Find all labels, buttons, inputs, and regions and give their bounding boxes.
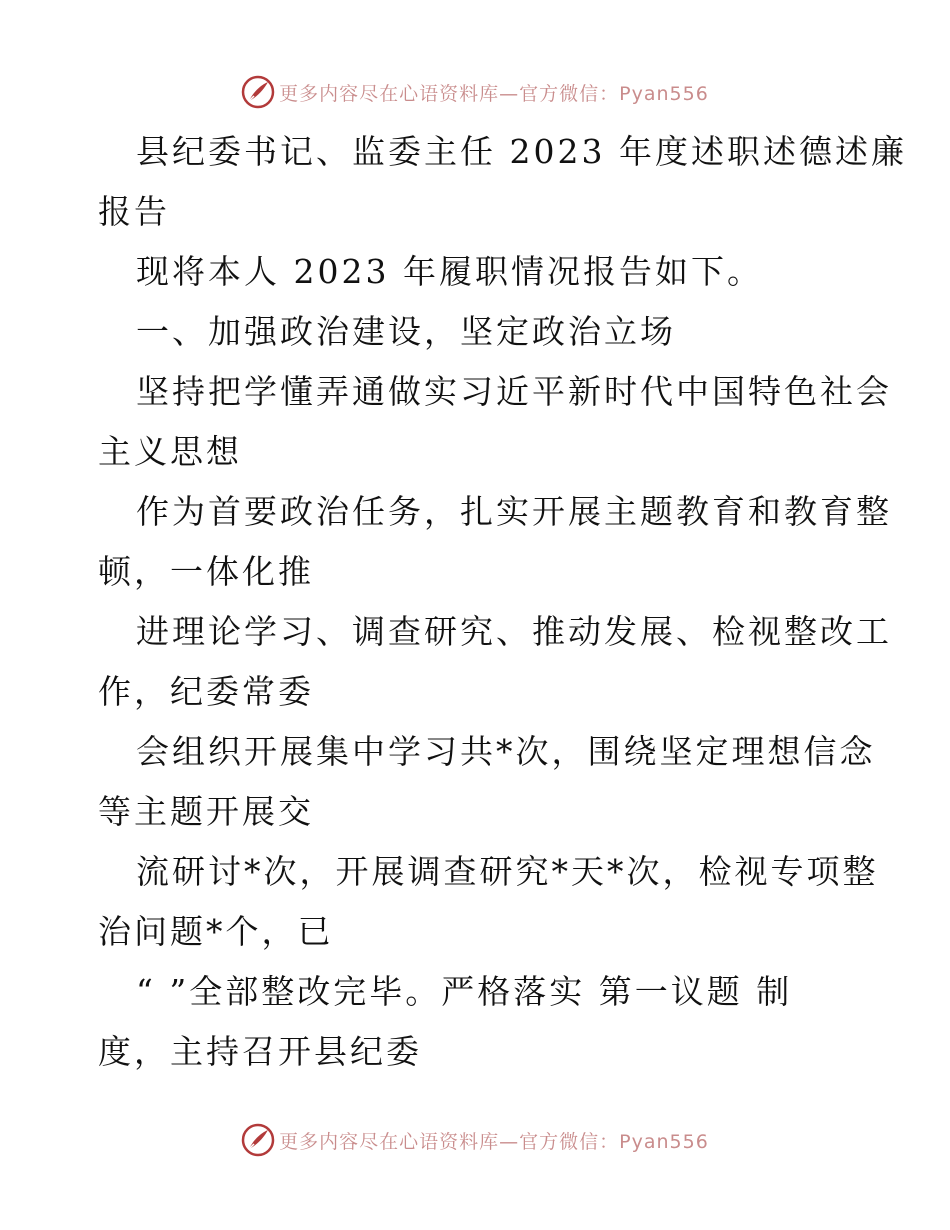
text-line: 坚持把学懂弄通做实习近平新时代中国特色社会 (136, 372, 892, 411)
text-line: 治问题*个，已 (98, 912, 334, 951)
text-line: 顿，一体化推 (98, 552, 314, 591)
text-line: 现将本人 2023 年履职情况报告如下。 (136, 252, 763, 291)
quill-logo-icon (241, 75, 275, 109)
text-line: 度，主持召开县纪委 (98, 1032, 422, 1071)
watermark-text: 更多内容尽在心语资料库—官方微信：Pyan556 (279, 82, 709, 105)
text-line: 一、加强政治建设，坚定政治立场 (136, 312, 676, 351)
text-line: 进理论学习、调查研究、推动发展、检视整改工 (136, 612, 892, 651)
text-line: 流研讨*次，开展调查研究*天*次，检视专项整 (136, 852, 879, 891)
watermark-text: 更多内容尽在心语资料库—官方微信：Pyan556 (279, 1130, 709, 1153)
text-line: 县纪委书记、监委主任 2023 年度述职述德述廉 (136, 132, 907, 171)
header-watermark (0, 72, 950, 112)
text-line: 作为首要政治任务，扎实开展主题教育和教育整 (136, 492, 892, 531)
text-line: 作，纪委常委 (98, 672, 314, 711)
text-line: 等主题开展交 (98, 792, 314, 831)
text-line: 会组织开展集中学习共*次，围绕坚定理想信念 (136, 732, 876, 771)
footer-watermark (0, 1120, 950, 1160)
text-line: 报告 (98, 192, 170, 231)
quill-logo-icon (241, 1123, 275, 1157)
text-line: “ ”全部整改完毕。严格落实 第一议题 制 (136, 972, 793, 1011)
text-line: 主义思想 (98, 432, 242, 471)
document-body (98, 122, 907, 1082)
